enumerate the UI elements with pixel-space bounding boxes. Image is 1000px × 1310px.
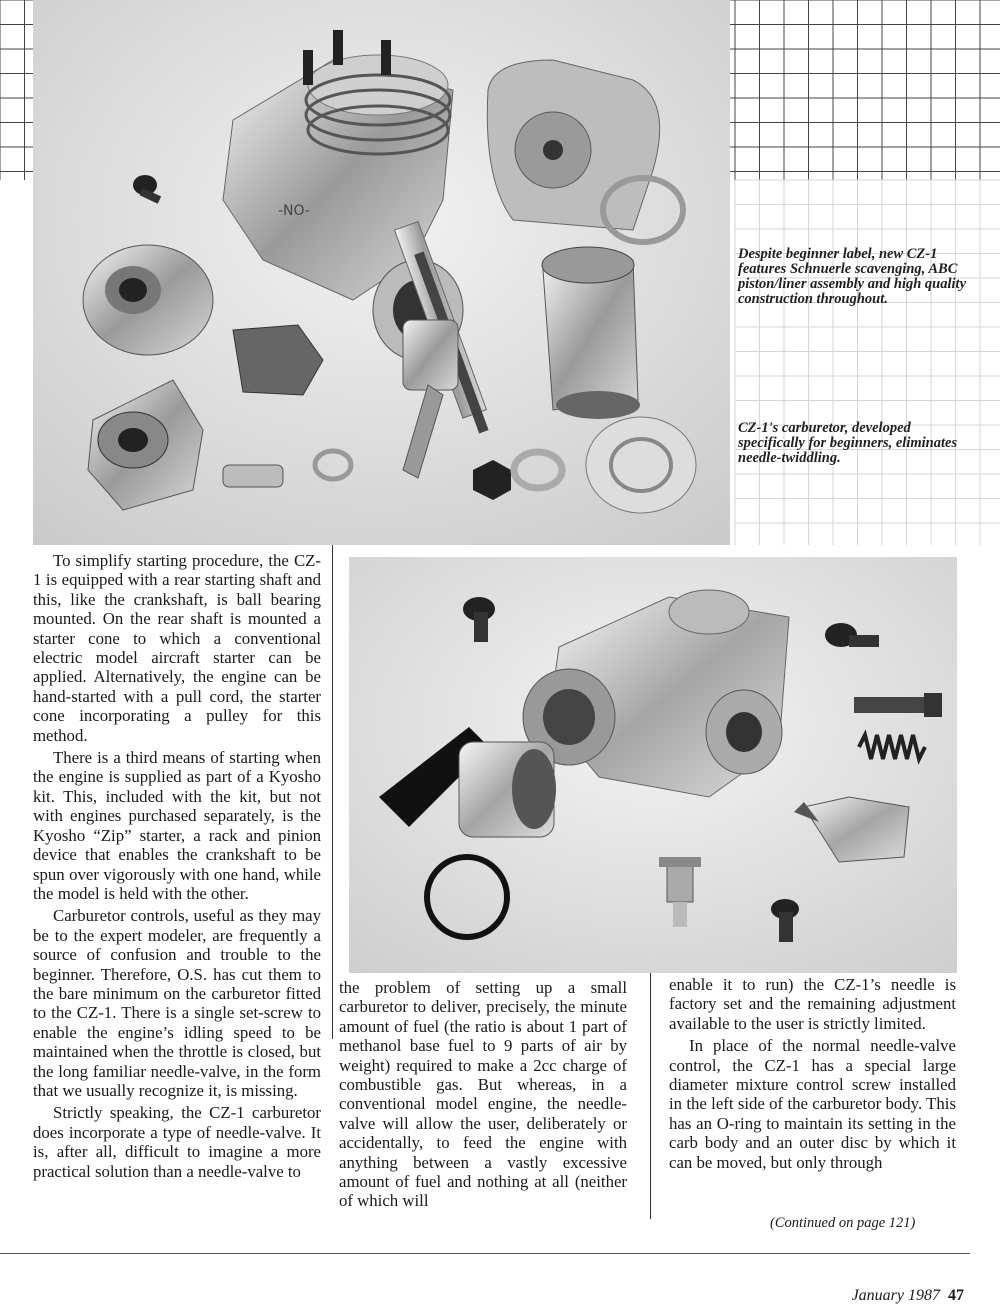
column-rule — [650, 973, 651, 1219]
column-rule — [332, 545, 333, 1039]
article-column-1 — [33, 551, 321, 1184]
paragraph: the problem of setting up a small carburetor to deliver, precisely, the minute amount of fuel (the ratio is about 1 part of methanol base fuel to 9 parts of air by weight) required to make a 2cc charge of combustible gas. But whereas, in a conventional model engine, the needle-valve will allow the user, deliberately or accidentally, to feed the engine with anything between a vastly excessive amount of fuel and nothing at all (neither of which will — [339, 978, 627, 1211]
page-number: 47 — [948, 1287, 964, 1304]
issue-date: January 1987 — [851, 1287, 940, 1304]
paragraph: In place of the normal needle-valve control, the CZ-1 has a special large diameter mixture control screw installed in the left side of the carburetor body. This has an O-ring to maintain its setting in the carb body and an outer disc by which it can be moved, but only through — [669, 1036, 956, 1172]
carburetor-parts-photo — [349, 557, 957, 973]
paragraph: enable it to run) the CZ-1’s needle is factory set and the remaining adjustment available to the user is strictly limited. — [669, 975, 956, 1033]
article-column-2 — [339, 978, 627, 1214]
paragraph: Strictly speaking, the CZ-1 carburetor does incorporate a type of needle-valve. It is, after all, difficult to imagine a more practical solution than a needle-valve to — [33, 1103, 321, 1181]
article-column-3 — [669, 975, 956, 1175]
footer-rule — [0, 1253, 970, 1254]
engine-parts-illustration — [33, 0, 730, 545]
paragraph: To simplify starting procedure, the CZ-1 is equipped with a rear starting shaft and this, like the crankshaft, is ball bearing mounted. On the rear shaft is mounted a starter cone to which a conventional electric model aircraft starter can be applied. Alternatively, the engine can be hand-started with a pull cord, the starter cone incorporating a pulley for this method. — [33, 551, 321, 745]
paragraph: Carburetor controls, useful as they may be to the expert modeler, are frequently a source of confusion and trouble to the beginner. Therefore, O.S. has cut them to the bare minimum on the carburetor fitted to the CZ-1. There is a single set-screw to enable the engine’s idling speed to be maintained when the throttle is closed, but the long familiar needle-valve, in the form that we usually recognize it, is missing. — [33, 906, 321, 1100]
engine-parts-photo — [33, 0, 730, 545]
page-footer — [852, 1287, 964, 1305]
paragraph: There is a third means of starting when the engine is supplied as part of a Kyosho kit. This, included with the kit, but not with engines purchased separately, is the Kyosho “Zip” starter, a rack and pinion device that enables the crankshaft to be spun over vigorously with one hand, while the model is held with the other. — [33, 748, 321, 903]
continued-note: (Continued on page 121) — [770, 1215, 916, 1231]
engine-parts-label: -NO- — [278, 203, 310, 219]
engine-photo-caption: Despite beginner label, new CZ-1 features Schnuerle scavenging, ABC piston/liner assembly and high quality construction throughout. — [738, 246, 967, 307]
carburetor-parts-illustration — [349, 557, 957, 973]
carburetor-photo-caption: CZ-1's carburetor, developed specifically for beginners, eliminates needle-twiddling. — [738, 420, 958, 466]
